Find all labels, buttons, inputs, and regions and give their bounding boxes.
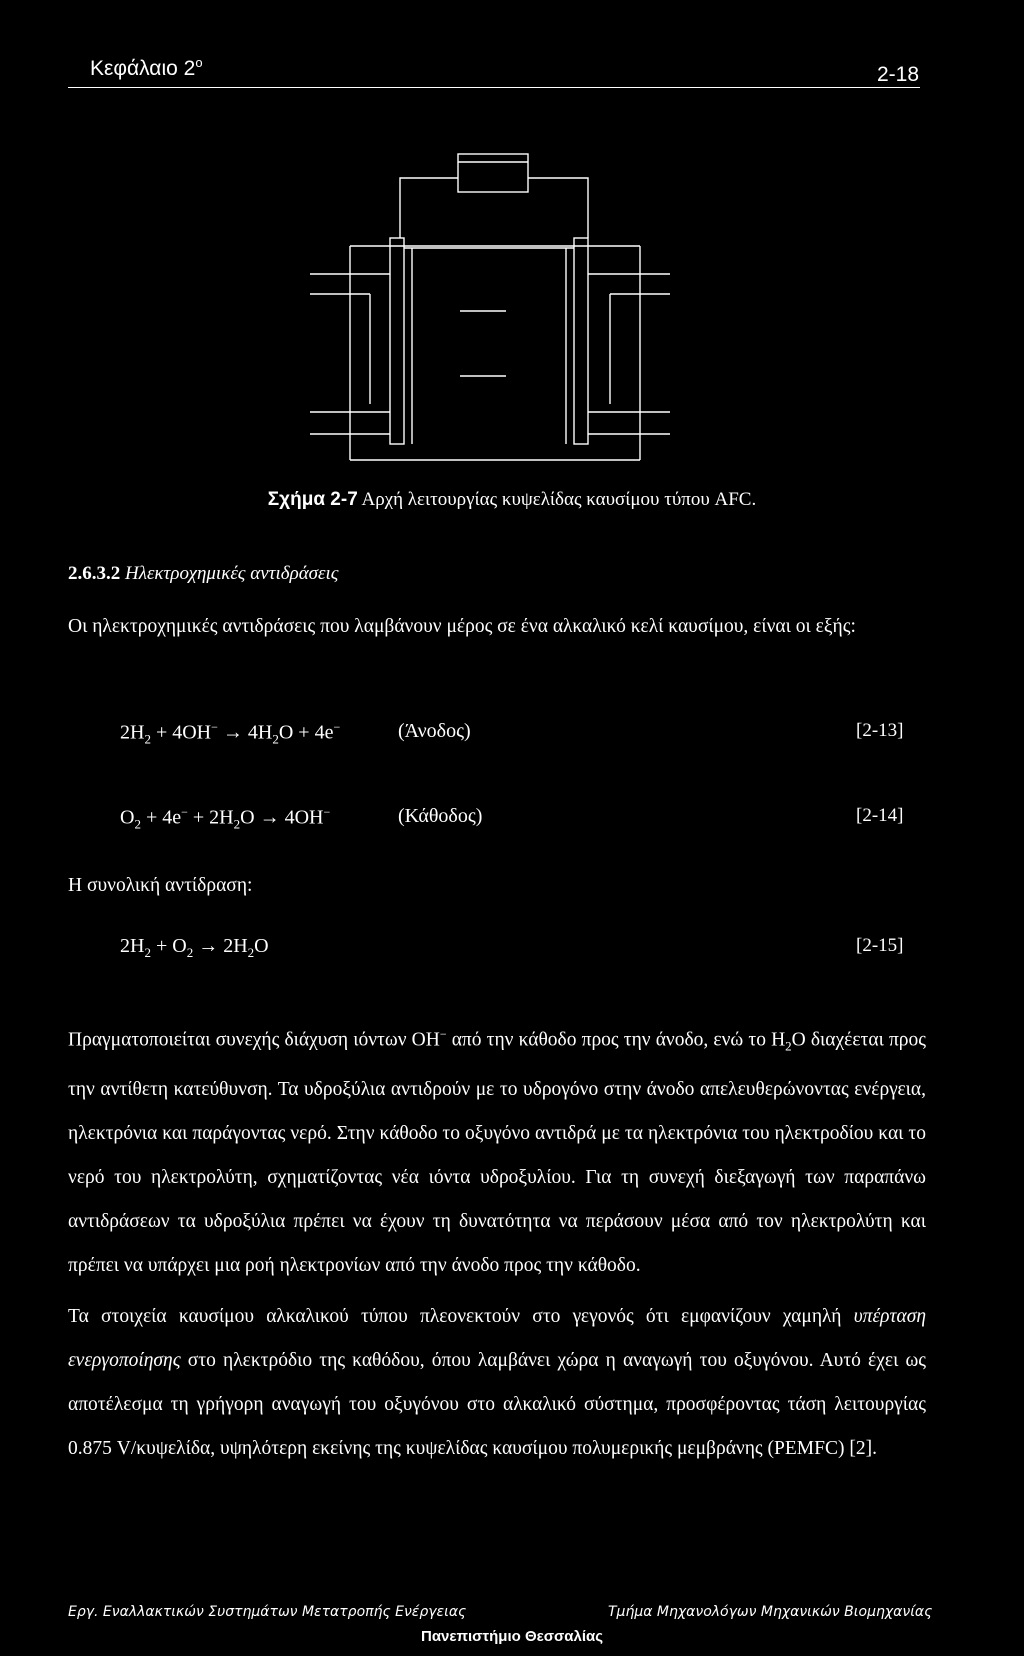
para2-part1: Πραγματοποιείται συνεχής διάχυση ιόντων OH <box>68 1029 440 1051</box>
chapter-superscript: ο <box>195 55 203 70</box>
equation-cathode-number: [2-14] <box>856 805 904 826</box>
anode-electrode <box>390 238 404 444</box>
para2-part2: διαχέεται προς την αντίθετη κατεύθυνση. Τα υδροξύλια αντιδρούν με το υδρογόνο στην άνοδο απελευθερώνοντας ενέργεια, ηλεκτρόνια και παράγοντας νερό. Στην κάθοδο το οξυγόνο αντιδρά με τα ηλεκτρόνια του ηλεκτροδίου και το νερό του ηλεκτρολύτη, σχηματίζοντας νέα ιόντα υδροξυλίου. Για τη συνεχή διεξαγωγή των παραπάνω αντιδράσεων τα υδροξύλια πρέπει να έχουν τη δυνατότητα να περάσουν μέσα από τον ηλεκτρολύτη και πρέπει να υπάρχει μια ροή ηλεκτρονίων από την άνοδο προς την κάθοδο. <box>68 1029 926 1277</box>
chapter-heading <box>90 55 203 81</box>
section-heading <box>68 563 339 585</box>
footer-university: Πανεπιστήμιο Θεσσαλίας <box>420 1628 604 1645</box>
section-number: 2.6.3.2 <box>68 563 121 584</box>
equation-cathode: $O_2 + 4e^- + 2H_2O \to 4OH^-$ <box>120 805 331 832</box>
footer-department: Τμήμα Μηχανολόγων Μηχανικών Βιομηχανίας <box>608 1604 933 1620</box>
para3-emphasis: υπέρταση ενεργοποίησης <box>68 1306 926 1371</box>
afc-cell-diagram <box>310 148 680 468</box>
page-number: 2-18 <box>877 63 920 86</box>
footer-lab: Εργ. Εναλλακτικών Συστημάτων Μετατροπής Ενέργειας <box>68 1604 467 1620</box>
para3-part1: Τα στοιχεία καυσίμου αλκαλικού τύπου πλεονεκτούν στο γεγονός ότι εμφανίζουν χαμηλή <box>68 1306 854 1327</box>
advantages-paragraph <box>68 1295 926 1471</box>
diffusion-paragraph: Πραγματοποιείται συνεχής διάχυση ιόντων OH− από την κάθοδο προς την άνοδο, ενώ το $H_2O$ διαχέεται προς την αντίθετη κατεύθυνση. Τα υδροξύλια αντιδρούν με το υδρογόνο στην άνοδο απελευθερώνοντας ενέργεια, ηλεκτρόνια και παράγοντας νερό. Στην κάθοδο το οξυγόνο αντιδρά με τα ηλεκτρόνια του ηλεκτροδίου και το νερό του ηλεκτρολύτη, σχηματίζοντας νέα ιόντα υδροξυλίου. Για τη συνεχή διεξαγωγή των παραπάνω αντιδράσεων τα υδροξύλια πρέπει να έχουν τη δυνατότητα να περάσουν μέσα από τον ηλεκτρολύτη και πρέπει να υπάρχει μια ροή ηλεκτρονίων από την άνοδο προς την κάθοδο. <box>68 1027 926 1277</box>
equation-anode-number: [2-13] <box>856 720 904 741</box>
chapter-text: Κεφάλαιο 2 <box>90 57 196 80</box>
equation-anode: $2H_2 + 4OH^- \to 4H_2O + 4e^-$ <box>120 720 341 747</box>
external-circuit-wire <box>400 178 458 238</box>
equation-overall: $2H_2 + O_2 \to 2H_2O$ <box>120 935 269 960</box>
overall-label: Η συνολική αντίδραση: <box>68 875 253 896</box>
intro-paragraph: Οι ηλεκτροχημικές αντιδράσεις που λαμβάνουν μέρος σε ένα αλκαλικό κελί καυσίμου, είναι οι εξής: <box>68 616 856 637</box>
cathode-electrode <box>574 238 588 444</box>
load-resistor <box>458 154 528 192</box>
equation-overall-number: [2-15] <box>856 935 904 956</box>
equation-cathode-label: (Κάθοδος) <box>398 805 483 827</box>
header-rule <box>68 87 920 88</box>
figure-caption <box>0 489 1024 511</box>
para2-part1b: από την κάθοδο προς την άνοδο, ενώ το <box>446 1029 772 1051</box>
para3-part2: στο ηλεκτρόδιο της καθόδου, όπου λαμβάνει χώρα η αναγωγή του οξυγόνου. Αυτό έχει ως αποτέλεσμα τη γρήγορη αναγωγή του οξυγόνου στο αλκαλικό σύστημα, προσφέροντας τάση λειτουργίας 0.875 V/κυψελίδα, υψηλότερη εκείνης της κυψελίδας καυσίμου πολυμερικής μεμβράνης (PEMFC) [2]. <box>68 1350 926 1459</box>
equation-anode-label: (Άνοδος) <box>398 720 471 742</box>
caption-label: Σχήμα 2-7 <box>267 489 358 510</box>
section-title: Ηλεκτροχημικές αντιδράσεις <box>120 563 339 584</box>
caption-text: Αρχή λειτουργίας κυψελίδας καυσίμου τύπου AFC. <box>357 489 757 510</box>
